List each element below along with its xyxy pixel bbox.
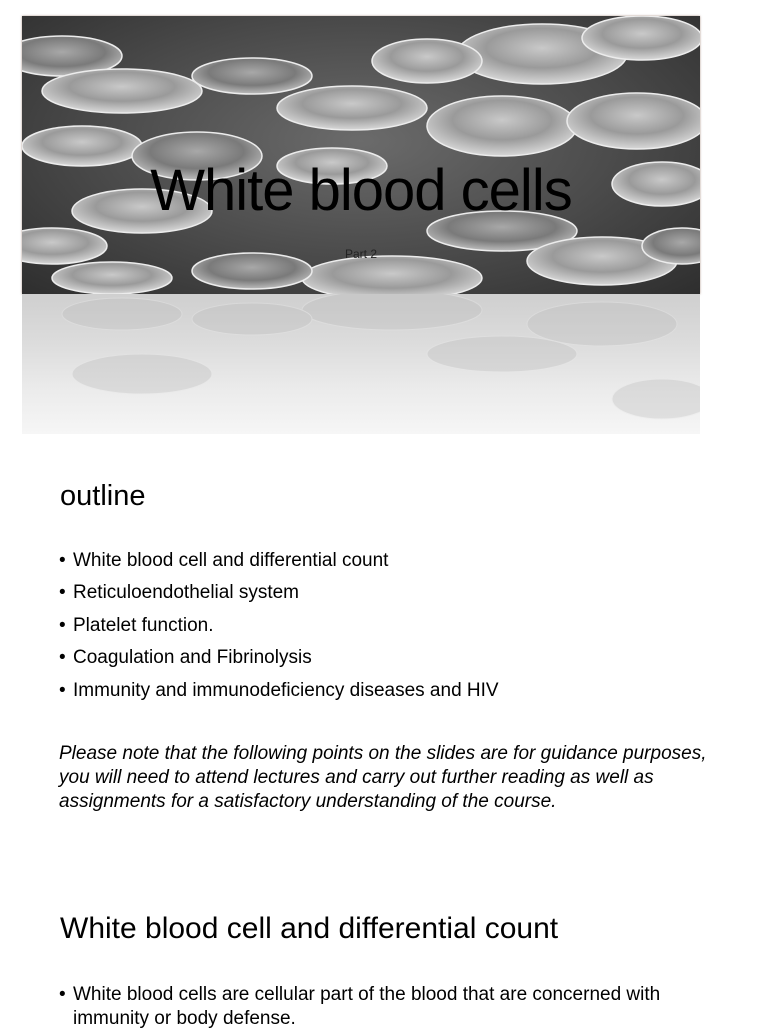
list-item (59, 679, 499, 703)
outline-heading: outline (60, 480, 146, 512)
title-slide (22, 16, 700, 294)
wbc-heading: White blood cell and differential count (60, 912, 559, 945)
reflection-image (22, 294, 700, 434)
guidance-note: Please note that the following points on the slides are for guidance purposes, you will need to attend lectures and carry out further reading as well as assignments for a satisfactory understanding of the course. (59, 743, 707, 812)
list-item-text: Reticuloendothelial system (73, 582, 300, 604)
list-item-text: White blood cell and differential count (73, 550, 389, 571)
title-slide-reflection (22, 294, 700, 434)
list-item (59, 614, 499, 638)
bullet-icon: • (59, 984, 66, 1005)
outline-bullet-list (59, 549, 499, 711)
list-item (59, 549, 499, 573)
list-item-text: Platelet function. (73, 614, 214, 636)
bullet-icon: • (59, 550, 66, 571)
list-item-text: Coagulation and Fibrinolysis (73, 647, 312, 669)
bullet-icon: • (59, 679, 66, 701)
list-item (59, 646, 499, 670)
slide-title: White blood cells (150, 158, 572, 223)
list-item-text: White blood cells are cellular part of the blood that are concerned with immunity or body defense. (73, 984, 661, 1029)
list-item-text: Immunity and immunodeficiency diseases and HIV (73, 679, 499, 701)
bullet-icon: • (59, 647, 66, 669)
slide-subtitle: Part 2 (344, 247, 377, 261)
list-item (59, 581, 499, 605)
bullet-icon: • (59, 582, 66, 604)
bullet-icon: • (59, 614, 66, 636)
